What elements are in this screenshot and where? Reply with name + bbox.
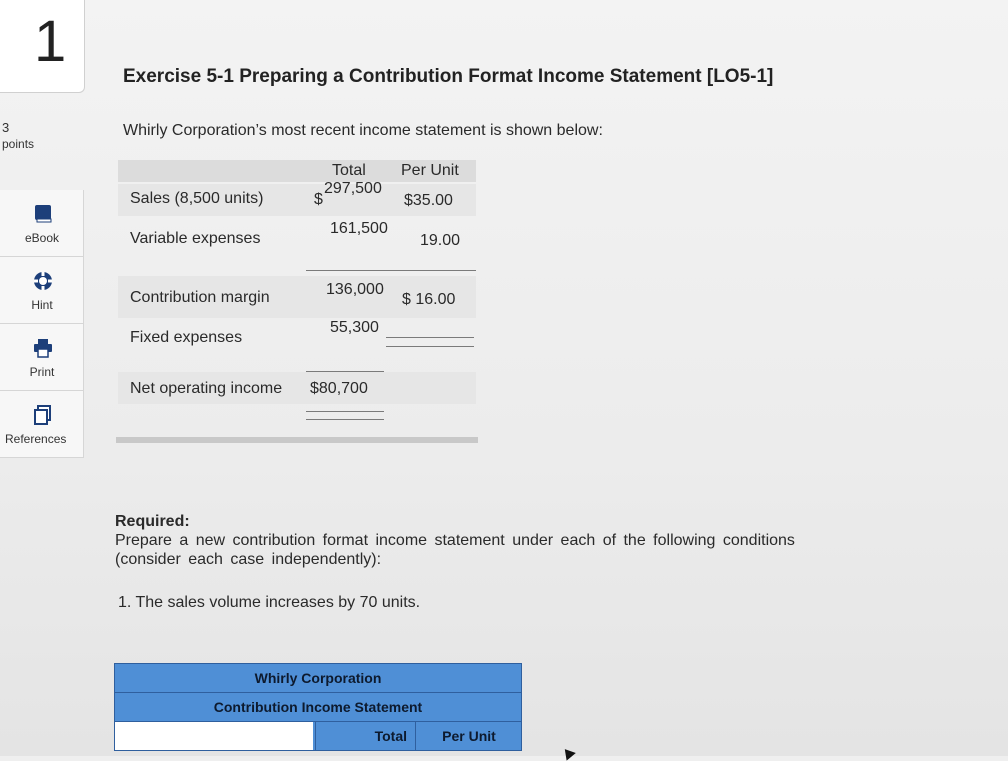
underline [386, 346, 474, 347]
exercise-title: Exercise 5-1 Preparing a Contribution Format Income Statement [LO5-1] [123, 66, 774, 87]
sidebar-item-ebook[interactable] [0, 190, 84, 257]
sidebar-item-label: Print [29, 365, 55, 379]
answer-table-header-row [114, 721, 522, 751]
divider [116, 437, 478, 443]
points-value: 3 [2, 120, 10, 135]
question-number-box [0, 0, 85, 93]
sales-dollar-sign: $ [314, 191, 323, 208]
hint-icon [33, 271, 53, 291]
sidebar-item-label: References [5, 432, 67, 446]
subtotal-rule [306, 270, 476, 271]
task-item: 1. The sales volume increases by 70 units. [118, 594, 421, 611]
points-info [2, 120, 34, 152]
underline [386, 337, 474, 338]
net-operating-income-total: $80,700 [310, 380, 368, 397]
sales-total: 297,500 [324, 180, 382, 197]
income-statement [118, 158, 478, 436]
required-heading: Required: [115, 513, 190, 530]
points-label: points [2, 137, 35, 151]
variable-expenses-total: 161,500 [330, 220, 388, 237]
sidebar-item-print[interactable] [0, 324, 84, 391]
row-label-variable-expenses: Variable expenses [130, 230, 261, 247]
mouse-cursor-icon [560, 745, 576, 760]
answer-table-blank-cell [115, 722, 313, 750]
double-underline [306, 411, 384, 412]
required-text: Prepare a new contribution format income statement under each of the following conditions (consider each case independently): [115, 532, 795, 568]
double-underline [306, 419, 384, 420]
row-label-sales: Sales (8,500 units) [130, 190, 264, 207]
contribution-margin-total: 136,000 [326, 281, 384, 298]
column-header-per-unit: Per Unit [401, 162, 459, 179]
fixed-expenses-total: 55,300 [330, 319, 379, 336]
sidebar-item-label: eBook [24, 231, 60, 245]
sales-per-unit: $35.00 [404, 192, 453, 209]
references-icon [33, 405, 53, 425]
row-label-fixed-expenses: Fixed expenses [130, 329, 243, 346]
book-icon [33, 204, 53, 224]
answer-column-per-unit: Per Unit [415, 722, 522, 750]
answer-table-company: Whirly Corporation [114, 663, 522, 692]
column-header-total: Total [332, 162, 366, 179]
question-number: 1 [34, 9, 67, 74]
required-section [115, 512, 815, 569]
exercise-intro: Whirly Corporation’s most recent income statement is shown below: [123, 122, 603, 139]
sidebar-item-hint[interactable] [0, 257, 84, 324]
answer-table [114, 663, 522, 751]
variable-expenses-per-unit: 19.00 [420, 232, 461, 249]
row-label-net-operating-income: Net operating income [130, 380, 283, 397]
row-label-contribution-margin: Contribution margin [130, 289, 270, 306]
contribution-margin-per-unit: $ 16.00 [402, 291, 456, 308]
answer-table-title: Contribution Income Statement [114, 692, 522, 721]
answer-column-total: Total [315, 722, 413, 750]
sidebar-item-label: Hint [31, 298, 53, 312]
printer-icon [33, 338, 53, 358]
sidebar-item-references[interactable] [0, 391, 84, 458]
sidebar [0, 190, 84, 458]
